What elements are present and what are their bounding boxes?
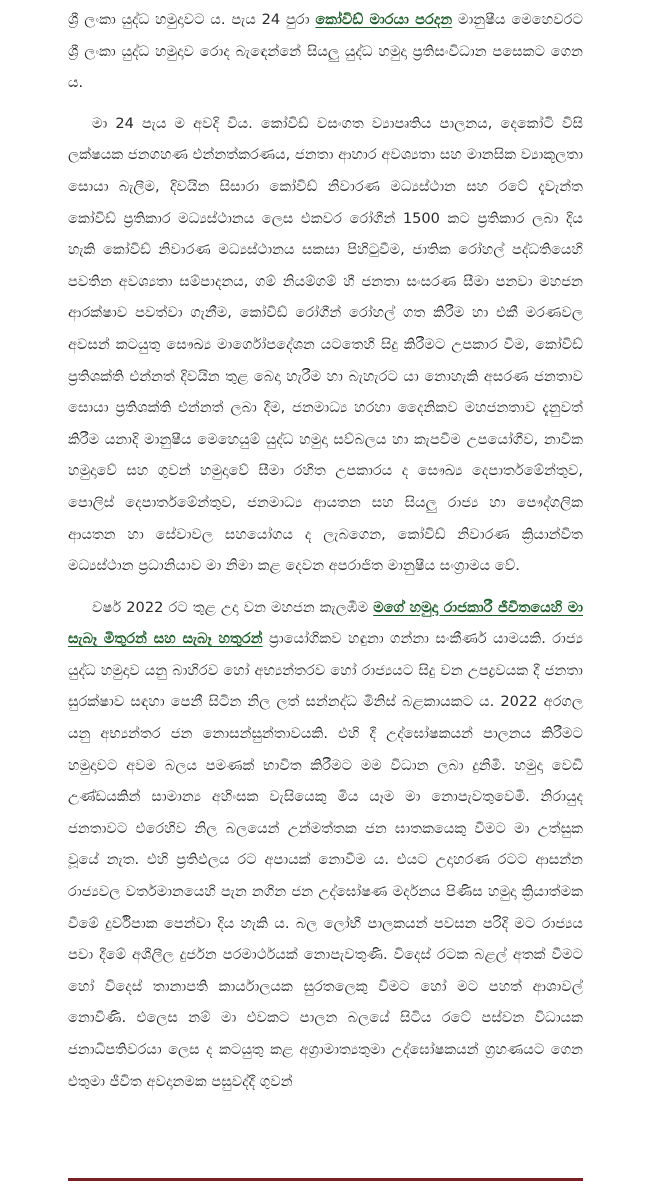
paragraph-3 <box>68 592 583 1098</box>
paragraph-1 <box>68 4 583 99</box>
paragraph-1-text-end: මානුෂීය මෙහෙවරට ශ්‍රී ලංකා යුද්ධ හමුදාව රොද බැඳෙන්නේ සියලු යුද්ධ හමුදා ප්‍රතිසංවිධාන පසෙකට ගෙන ය. <box>68 11 583 92</box>
paragraph-2-text: මා 24 පැය ම අවදි විය. කෝවිඩ් වසංගත ව්‍යාපෘතිය පාලනය, දෙකෝටි විසි ලක්ෂයක ජනගහණ එන්නත්කරණය, ජනතා ආහාර අවශ්‍යතා සහ මානසික ව්‍යාකූලතා සොයා බැලීම, දිවයින සිසාරා කෝවිඩ් නිවාරණ මධ්‍යස්ථාන සහ රටේ දැවැන්ත කෝවිඩ් ප්‍රතිකාර මධ්‍යස්ථානය ලෙස එකවර රෝගීන් 1500 කට ප්‍රතිකාර ලබා දිය හැකි කෝවිඩ් නිවාරණ මධ්‍යස්ථානය සකසා පිහිටුවීම, ජාතික රෝහල් පද්ධතියෙහි පවතින අවශ්‍යතා සම්පාදනය, ගම් නියම්ගම් හී ජනතා සංසරණ සීමා පනවා මහජන ආරක්ෂාව පවත්වා ගැනීම, කෝවිඩ් රෝගීන් රෝහල් ගත කිරීම හා එකී මරණවල අවසන් කටයුතු සෞඛ්‍ය මාර්ගෝපදේශන යටතෙහි සිදු කිරීමට උපකාර වීම, කෝවිඩ් ප්‍රතිශක්ති එන්නත් දිවයින තුළ බෙදා හැරීම හා බැහැරට යා නොහැකි අසරණ ජනතාව සොයා ප්‍රතිශක්ති එන්නත් ලබා දීම, ජනමාධ්‍ය හරහා දෛනිකව මහජනතාව දැනුවත් කිරීම යනාදි මානුෂීය මෙහෙයුම් යුද්ධ හමුදා සව්බලය හා කැපවීම උපයෝගීව, නාවික හමුදාවේ සහ ගුවන් හමුදාවේ සීමා රහිත උපකාරය ද සෞඛ්‍ය දෙපාර්තමේන්තුව, පොලිස් දෙපාර්තමේන්තුව, ජනමාධ්‍ය ආයතන සහ සියලු රාජ්‍ය හා පෞද්ගලික ආයතන හා සේවාවල සහයෝගය ද ලැබගෙන, කෝවිඩ් නිවාරණ ක්‍රියාන්විත මධ්‍යස්ථාන ප්‍රධානියාව මා නිමා කළ දෙවන අපරාජිත මානුෂීය සංග්‍රාමය වේ. <box>68 114 583 575</box>
article-body <box>68 0 583 1097</box>
link-covid-defeat[interactable]: කෝවිඩ් මාරයා පරදන <box>315 11 453 28</box>
bottom-divider <box>68 1178 583 1181</box>
link-friends-and-enemies[interactable]: මගේ හමුදා රාජකාරී ජීවිතයෙහි මා සැබෑ මිතුරන් සහ සැබෑ හතුරන් <box>68 598 584 648</box>
paragraph-1-text-start: ශ්‍රී ලංකා යුද්ධ හමුදාවට ය. පැය 24 පුරා <box>68 11 316 28</box>
paragraph-3-text-end: ප්‍රායෝගිකව හඳුනා ගන්නා සංකීර්ණ යාමයකි. රාජ්‍ය යුද්ධ හමුදාව යනු බාහිරව හෝ අභ්‍යන්තරව හෝ රාජ්‍යයට සිදු වන උපද්‍රවයක දී ජනතා සුරක්ෂාව සඳහා පෙනී සිටින නිල ලත් සන්නද්ධ මිනිස් බළකායකට ය. 2022 අරගල යනු අභ්‍යන්තර ජන නොසන්සුන්තාවයකි. එහි දී උද්ඝෝෂකයන් පාලනය කිරීමට හමුදාවට අවම බලය පමණක් භාවිත කිරීමට මම විධාන ලබා දුනිමි. හමුදා වෙඩි උණ්ඩයකින් සාමාන්‍ය අහිංසක වැසියෙකු මිය යෑම මා නොපැවතුවෙමි. නිරායුද ජනතාවට එරෙහිව නිල බලයෙන් උන්මත්තක ජන ඝාතකයෙකු වීමට මා උත්සුක වූයේ නැත. එහි ප්‍රතිඵලය රට අපායක් නොවීම ය. එයට උදාහරණ රටට ආසන්න රාජ්‍යවල වර්තමානයෙහි පැන නගින ජන උද්ඝෝෂණ මර්දනය පිණිස හමුදා ක්‍රියාත්මක වීමේ දුර්විපාක පෙන්වා දිය හැකි ය. බල ලෝභී පාලකයන් පවසන පරිදි මට රාජ්‍යය පවා දීමේ අශීලීල දුර්ජන පරමාර්ථයක් නොපැවතුණි. විදෙස් රටක බළල් අතක් වීමට හෝ විදෙස් තානාපති කාර්යාලයක සුරතලෙකු වීමට හෝ මට පහත් ආශාවල් නොවිණි. එලෙස නම් මා එවකට පාලන බලයේ සිටිය රටේ පස්වන විධායක ජනාධිපතිවරයා ලෙස ද කටයුතු කළ අග්‍රාමාත්‍යතුමා උද්ඝෝෂකයන් ග්‍රහණයට ගෙන එතුමා ජීවිත අවදානමක පසුවද්දී ගුවන් <box>68 630 583 1090</box>
paragraph-2 <box>68 108 583 582</box>
paragraph-3-text-start: වර්ෂ 2022 රට තුළ උදා වන මහජන කැලඹීම <box>92 598 374 616</box>
